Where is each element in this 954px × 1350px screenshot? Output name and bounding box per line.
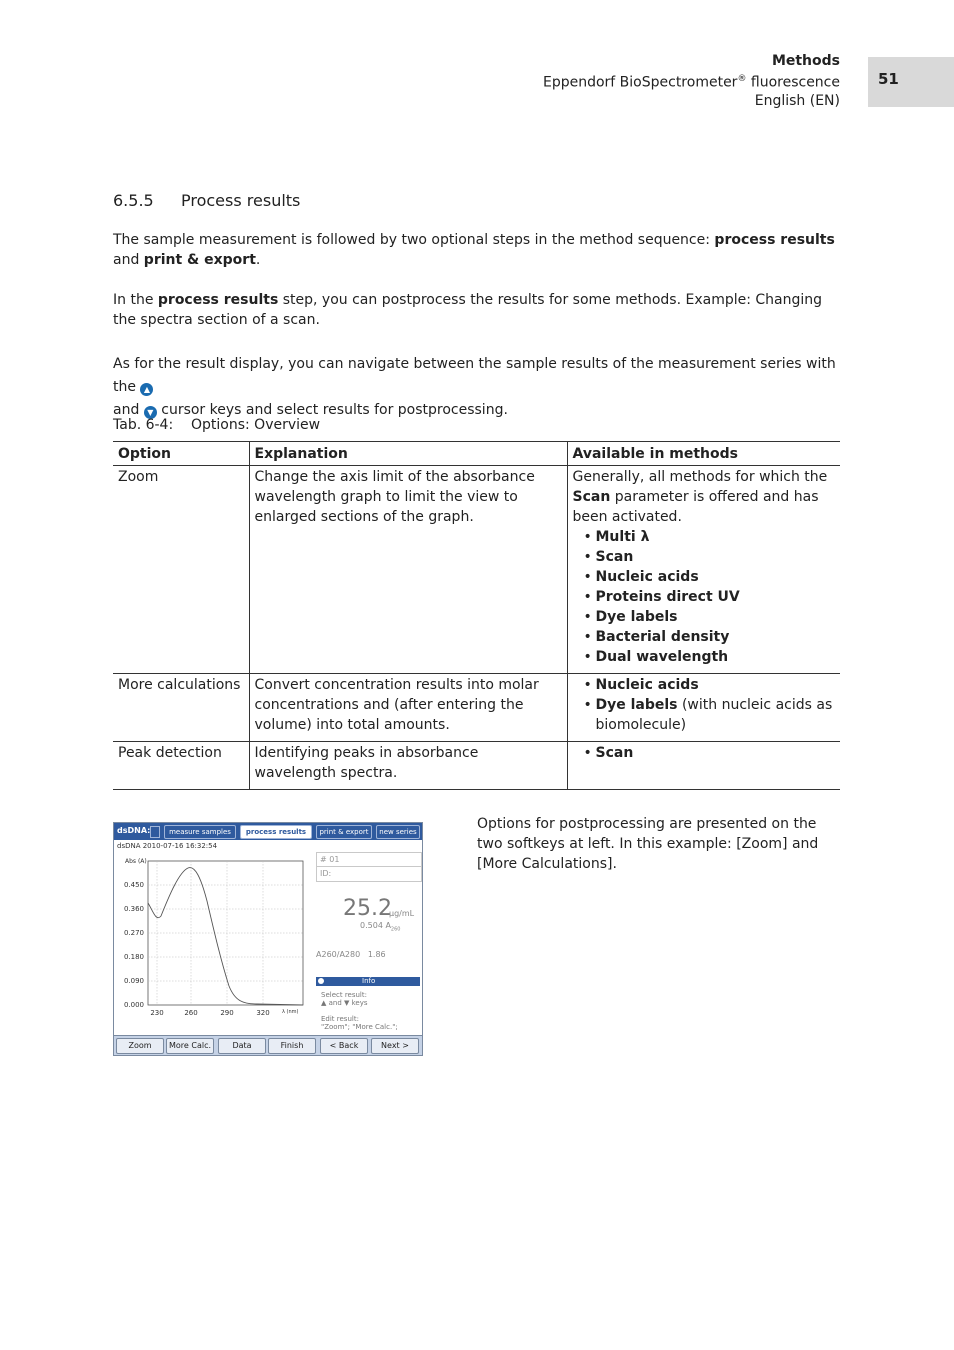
tab-new-series[interactable]: new series	[376, 825, 420, 839]
x-tick: 320	[256, 1009, 270, 1016]
method-list	[573, 743, 836, 763]
screen-datetime: dsDNA 2010-07-16 16:32:54	[117, 842, 218, 850]
ratio-readout: A260/A280 1.86	[316, 950, 386, 959]
y-tick: 0.090	[123, 977, 144, 985]
cell-option: More calculations	[113, 674, 249, 742]
list-item: • Scan	[584, 547, 836, 567]
data-button[interactable]: Data	[218, 1038, 266, 1054]
arrow-down-circle-icon: ▼	[144, 406, 157, 419]
screenshot-description: Options for postprocessing are presented on the two softkeys at left. In this example: [Zoom] and [More Calculations].	[477, 816, 819, 872]
info-title: Info	[362, 977, 376, 985]
list-item: • Nucleic acids	[584, 675, 836, 695]
table-caption-title: Options: Overview	[191, 417, 321, 433]
cell-explanation: Change the axis limit of the absorbance wavelength graph to limit the view to enlarged sections of the graph.	[249, 466, 567, 674]
list-item: • Dual wavelength	[584, 647, 836, 667]
list-item: • Multi λ	[584, 527, 836, 547]
y-tick: 0.360	[123, 905, 144, 913]
y-tick: 0.180	[123, 953, 144, 961]
list-item: • Dye labels	[584, 607, 836, 627]
paragraph-process-results: In the process results step, you can postprocess the results for some methods. Example: Changing the spectra section of a scan.	[113, 292, 823, 328]
cell-option: Peak detection	[113, 742, 249, 790]
cell-available: Generally, all methods for which the Scan parameter is offered and has been activated. • Multi λ • Scan • Nucleic acids • Proteins direct UV • Dye labels • Bacterial density • Dual wavelength	[567, 466, 840, 674]
y-tick: 0.450	[123, 881, 144, 889]
x-tick: 230	[150, 1009, 164, 1016]
section-number: 6.5.5	[113, 191, 154, 210]
table-row	[113, 674, 840, 742]
plot-frame	[148, 861, 303, 1005]
y-tick: 0.270	[123, 929, 144, 937]
tab-process-results[interactable]: process results	[240, 825, 312, 839]
sample-info-box	[316, 852, 422, 882]
y-axis-label: Abs (A)	[125, 858, 147, 865]
language-label: English (EN)	[754, 92, 840, 109]
screen-tab-bar	[114, 823, 422, 840]
screen-method-name: dsDNA:	[117, 826, 151, 835]
cell-explanation: Identifying peaks in absorbance wavelength spectra.	[249, 742, 567, 790]
info-bar	[316, 977, 420, 986]
info-line: Edit result:	[321, 1015, 359, 1023]
sample-id-label: ID:	[320, 869, 332, 878]
device-screenshot	[113, 822, 423, 1056]
table-caption	[113, 417, 320, 433]
chapter-title: Methods	[771, 53, 840, 69]
result-unit: µg/mL	[389, 909, 415, 918]
next-button[interactable]: Next >	[371, 1038, 419, 1054]
list-item: • Proteins direct UV	[584, 587, 836, 607]
more-calc-button[interactable]: More Calc.	[166, 1038, 214, 1054]
cell-available	[567, 742, 840, 790]
list-item: • Dye labels (with nucleic acids as biomolecule)	[584, 695, 836, 735]
cell-explanation: Convert concentration results into molar concentrations and (after entering the volume) into total amounts.	[249, 674, 567, 742]
info-line: ▲ and ▼ keys	[321, 999, 368, 1007]
list-item: • Nucleic acids	[584, 567, 836, 587]
page-number: 51	[868, 57, 954, 107]
header-explanation: Explanation	[249, 442, 567, 466]
running-header	[543, 52, 840, 110]
product-name: Eppendorf BioSpectrometer® fluorescence	[542, 74, 840, 91]
table-header-row	[113, 442, 840, 466]
x-axis-label: λ (nm)	[282, 1009, 299, 1015]
paragraph-intro: The sample measurement is followed by two optional steps in the method sequence: process results and print & export.	[113, 232, 835, 268]
cell-available	[567, 674, 840, 742]
options-table	[113, 441, 840, 790]
x-tick: 260	[184, 1009, 198, 1016]
arrow-up-circle-icon: ▲	[140, 383, 153, 396]
method-list	[573, 675, 836, 735]
section-heading	[113, 191, 300, 210]
y-tick: 0.000	[123, 1001, 144, 1009]
list-item: • Scan	[584, 743, 836, 763]
absorbance-plot	[117, 856, 307, 1016]
header-available: Available in methods	[567, 442, 840, 466]
section-title: Process results	[181, 191, 301, 210]
tab-print-export[interactable]: print & export	[316, 825, 372, 839]
table-row	[113, 466, 840, 674]
sample-number: # 01	[320, 855, 340, 864]
cell-option: Zoom	[113, 466, 249, 674]
header-option: Option	[113, 442, 249, 466]
method-list	[573, 527, 836, 667]
list-item: • Bacterial density	[584, 627, 836, 647]
table-row	[113, 742, 840, 790]
x-tick: 290	[220, 1009, 234, 1016]
table-caption-number: Tab. 6-4:	[113, 417, 174, 433]
back-button[interactable]: < Back	[320, 1038, 368, 1054]
absorbance-value: 0.504 $A_{260}$	[360, 921, 401, 933]
settings-icon	[150, 826, 160, 838]
info-icon	[318, 978, 324, 984]
info-line: "Zoom"; "More Calc.";	[321, 1023, 398, 1031]
tab-measure-samples[interactable]: measure samples	[164, 825, 236, 839]
info-line: Select result:	[321, 991, 367, 999]
result-value: 25.2	[343, 896, 392, 921]
finish-button[interactable]: Finish	[268, 1038, 316, 1054]
softkey-bar	[114, 1035, 422, 1056]
paragraph-navigation: As for the result display, you can navigate between the sample results of the measurement series with the ▲ and ▼ cursor keys and select results for postprocessing.	[113, 356, 836, 418]
zoom-button[interactable]: Zoom	[116, 1038, 164, 1054]
